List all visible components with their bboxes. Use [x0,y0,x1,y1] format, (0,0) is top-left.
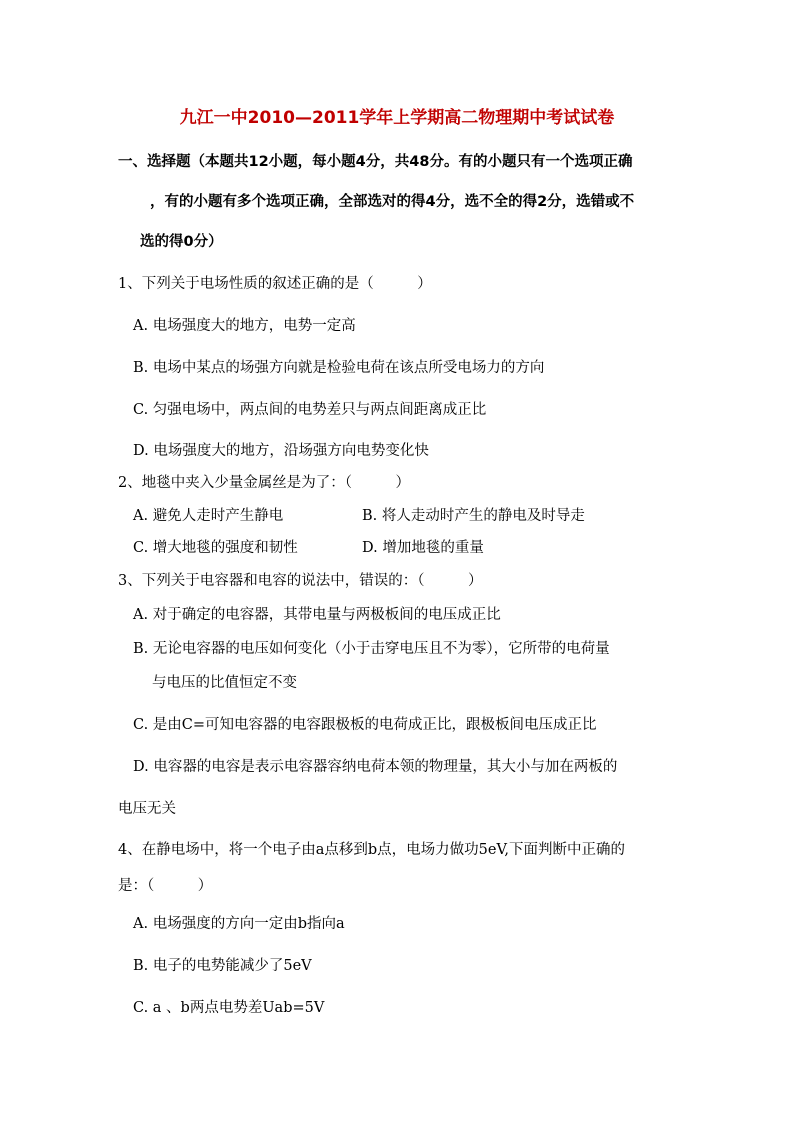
question-2-option-d: D. 增加地毯的重量 [362,540,484,556]
question-4-option-b: B. 电子的电势能减少了5eV [133,958,312,974]
section-heading-line-1: 一、选择题（本题共12小题，每小题4分，共48分。有的小题只有一个选项正确 [118,154,633,170]
page-title: 九江一中2010—2011学年上学期高二物理期中考试试卷 [179,108,615,128]
question-1-option-a: A. 电场强度大的地方，电势一定高 [133,318,356,334]
question-2-option-c: C. 增大地毯的强度和韧性 [133,540,298,556]
question-3-option-c: C. 是由C=可知电容器的电容跟极板的电荷成正比，跟极板间电压成正比 [133,717,597,733]
question-1-option-c: C. 匀强电场中，两点间的电势差只与两点间距离成正比 [133,402,487,418]
question-1-option-b: B. 电场中某点的场强方向就是检验电荷在该点所受电场力的方向 [133,360,545,376]
question-3-option-d-line-1: D. 电容器的电容是表示电容器容纳电荷本领的物理量，其大小与加在两板的 [133,759,618,775]
question-3-option-b-line-2: 与电压的比值恒定不变 [152,675,297,691]
question-4-stem-line-1: 4、在静电场中，将一个电子由a点移到b点，电场力做功5eV,下面判断中正确的 [118,842,626,858]
question-1-option-d: D. 电场强度大的地方，沿场强方向电势变化快 [133,443,429,459]
question-4-option-c: C. a 、b两点电势差Uab=5V [133,1000,325,1016]
question-3-option-a: A. 对于确定的电容器，其带电量与两极板间的电压成正比 [133,607,501,623]
question-3-option-d-line-2: 电压无关 [118,801,176,817]
question-4-stem-line-2: 是：（ ） [118,878,213,894]
question-1-stem: 1、下列关于电场性质的叙述正确的是（ ） [118,276,432,292]
question-3-stem: 3、下列关于电容器和电容的说法中，错误的：（ ） [118,573,483,589]
section-heading-line-3: 选的得0分） [140,234,223,250]
question-2-option-b: B. 将人走动时产生的静电及时导走 [362,508,585,524]
question-4-option-a: A. 电场强度的方向一定由b指向a [133,916,345,932]
question-3-option-b-line-1: B. 无论电容器的电压如何变化（小于击穿电压且不为零），它所带的电荷量 [133,641,610,657]
question-2-option-a: A. 避免人走时产生静电 [133,508,284,524]
section-heading-line-2: ，有的小题有多个选项正确，全部选对的得4分，选不全的得2分，选错或不 [150,194,635,210]
question-2-stem: 2、地毯中夹入少量金属丝是为了：（ ） [118,475,410,491]
